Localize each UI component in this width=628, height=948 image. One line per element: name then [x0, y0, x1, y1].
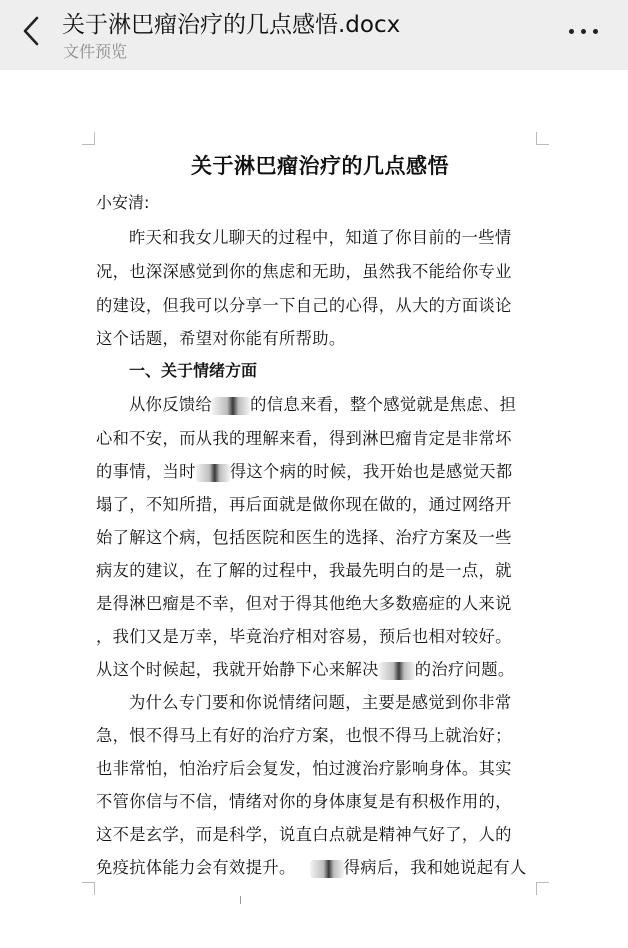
page-corner-mark — [536, 132, 549, 145]
paragraph-line: 这个话题，希望对你能有所帮助。 — [96, 329, 346, 348]
paragraph-line: 为什么专门要和你说情绪问题，主要是感觉到你非常 — [129, 693, 512, 712]
file-title: 关于淋巴瘤治疗的几点感悟.docx — [62, 12, 401, 38]
chevron-left-icon — [18, 14, 46, 48]
text-segment: 的治疗问题。 — [414, 660, 515, 679]
redacted-blur — [212, 397, 250, 415]
document-title: 关于淋巴瘤治疗的几点感悟 — [191, 154, 449, 178]
page-corner-mark — [536, 882, 549, 895]
paragraph-line: 昨天和我女儿聊天的过程中，知道了你目前的一些情 — [129, 228, 512, 247]
text-segment: 得这个病的时候，我开始也是感觉天都 — [229, 462, 513, 481]
paragraph-line: 始了解这个病，包括医院和医生的选择、治疗方案及一些 — [96, 528, 512, 547]
paragraph-line — [129, 391, 516, 415]
paragraph-line: 也非常怕，怕治疗后会复发，怕过渡治疗影响身体。其实 — [96, 759, 512, 778]
section-heading: 一、关于情绪方面 — [129, 361, 258, 380]
paragraph-line: 这不是玄学，而是科学，说直白点就是精神气好了，人的 — [96, 825, 512, 844]
redacted-blur — [196, 464, 230, 482]
app-header — [0, 0, 628, 70]
paragraph-line: 的建设，但我可以分享一下自己的心得，从大的方面谈论 — [96, 296, 512, 315]
paragraph-line: 是得淋巴瘤是不幸，但对于得其他绝大多数癌症的人来说 — [96, 594, 512, 613]
redacted-blur — [310, 860, 344, 878]
back-button[interactable] — [18, 14, 46, 48]
redacted-blur — [379, 662, 415, 680]
text-segment: 的事情，当时 — [96, 462, 196, 481]
page-tick-mark — [240, 896, 241, 904]
text-segment: 免疫抗体能力会有效提升。 — [96, 858, 296, 877]
salutation: 小安清: — [96, 193, 150, 212]
text-segment: 从你反馈给 — [129, 395, 213, 414]
page-corner-mark — [82, 132, 95, 145]
paragraph-line — [96, 458, 513, 482]
paragraph-line: 急，恨不得马上有好的治疗方案，也恨不得马上就治好； — [96, 726, 512, 745]
paragraph-line — [96, 656, 515, 680]
text-segment: 从这个时候起，我就开始静下心来解决 — [96, 660, 379, 679]
paragraph-line: 心和不安，而从我的理解来看，得到淋巴瘤肯定是非常坏 — [96, 429, 512, 448]
more-dot-icon — [593, 29, 598, 34]
file-preview-label: 文件预览 — [63, 42, 128, 61]
more-dot-icon — [581, 29, 586, 34]
paragraph-line — [96, 854, 527, 878]
text-segment: 得病后，我和她说起有人 — [343, 858, 527, 877]
paragraph-line: 塌了，不知所措，再后面就是做你现在做的，通过网络开 — [96, 495, 512, 514]
paragraph-line: 病友的建议，在了解的过程中，我最先明白的是一点，就 — [96, 561, 512, 580]
more-button[interactable] — [566, 20, 602, 42]
page-corner-mark — [82, 882, 95, 895]
paragraph-line: 不管你信与不信，情绪对你的身体康复是有积极作用的， — [96, 792, 512, 811]
paragraph-line: ，我们又是万幸，毕竟治疗相对容易，预后也相对较好。 — [96, 627, 512, 646]
more-dot-icon — [569, 29, 574, 34]
paragraph-line: 况，也深深感觉到你的焦虑和无助，虽然我不能给你专业 — [96, 262, 512, 281]
text-segment: 的信息来看，整个感觉就是焦虑、担 — [250, 395, 517, 414]
